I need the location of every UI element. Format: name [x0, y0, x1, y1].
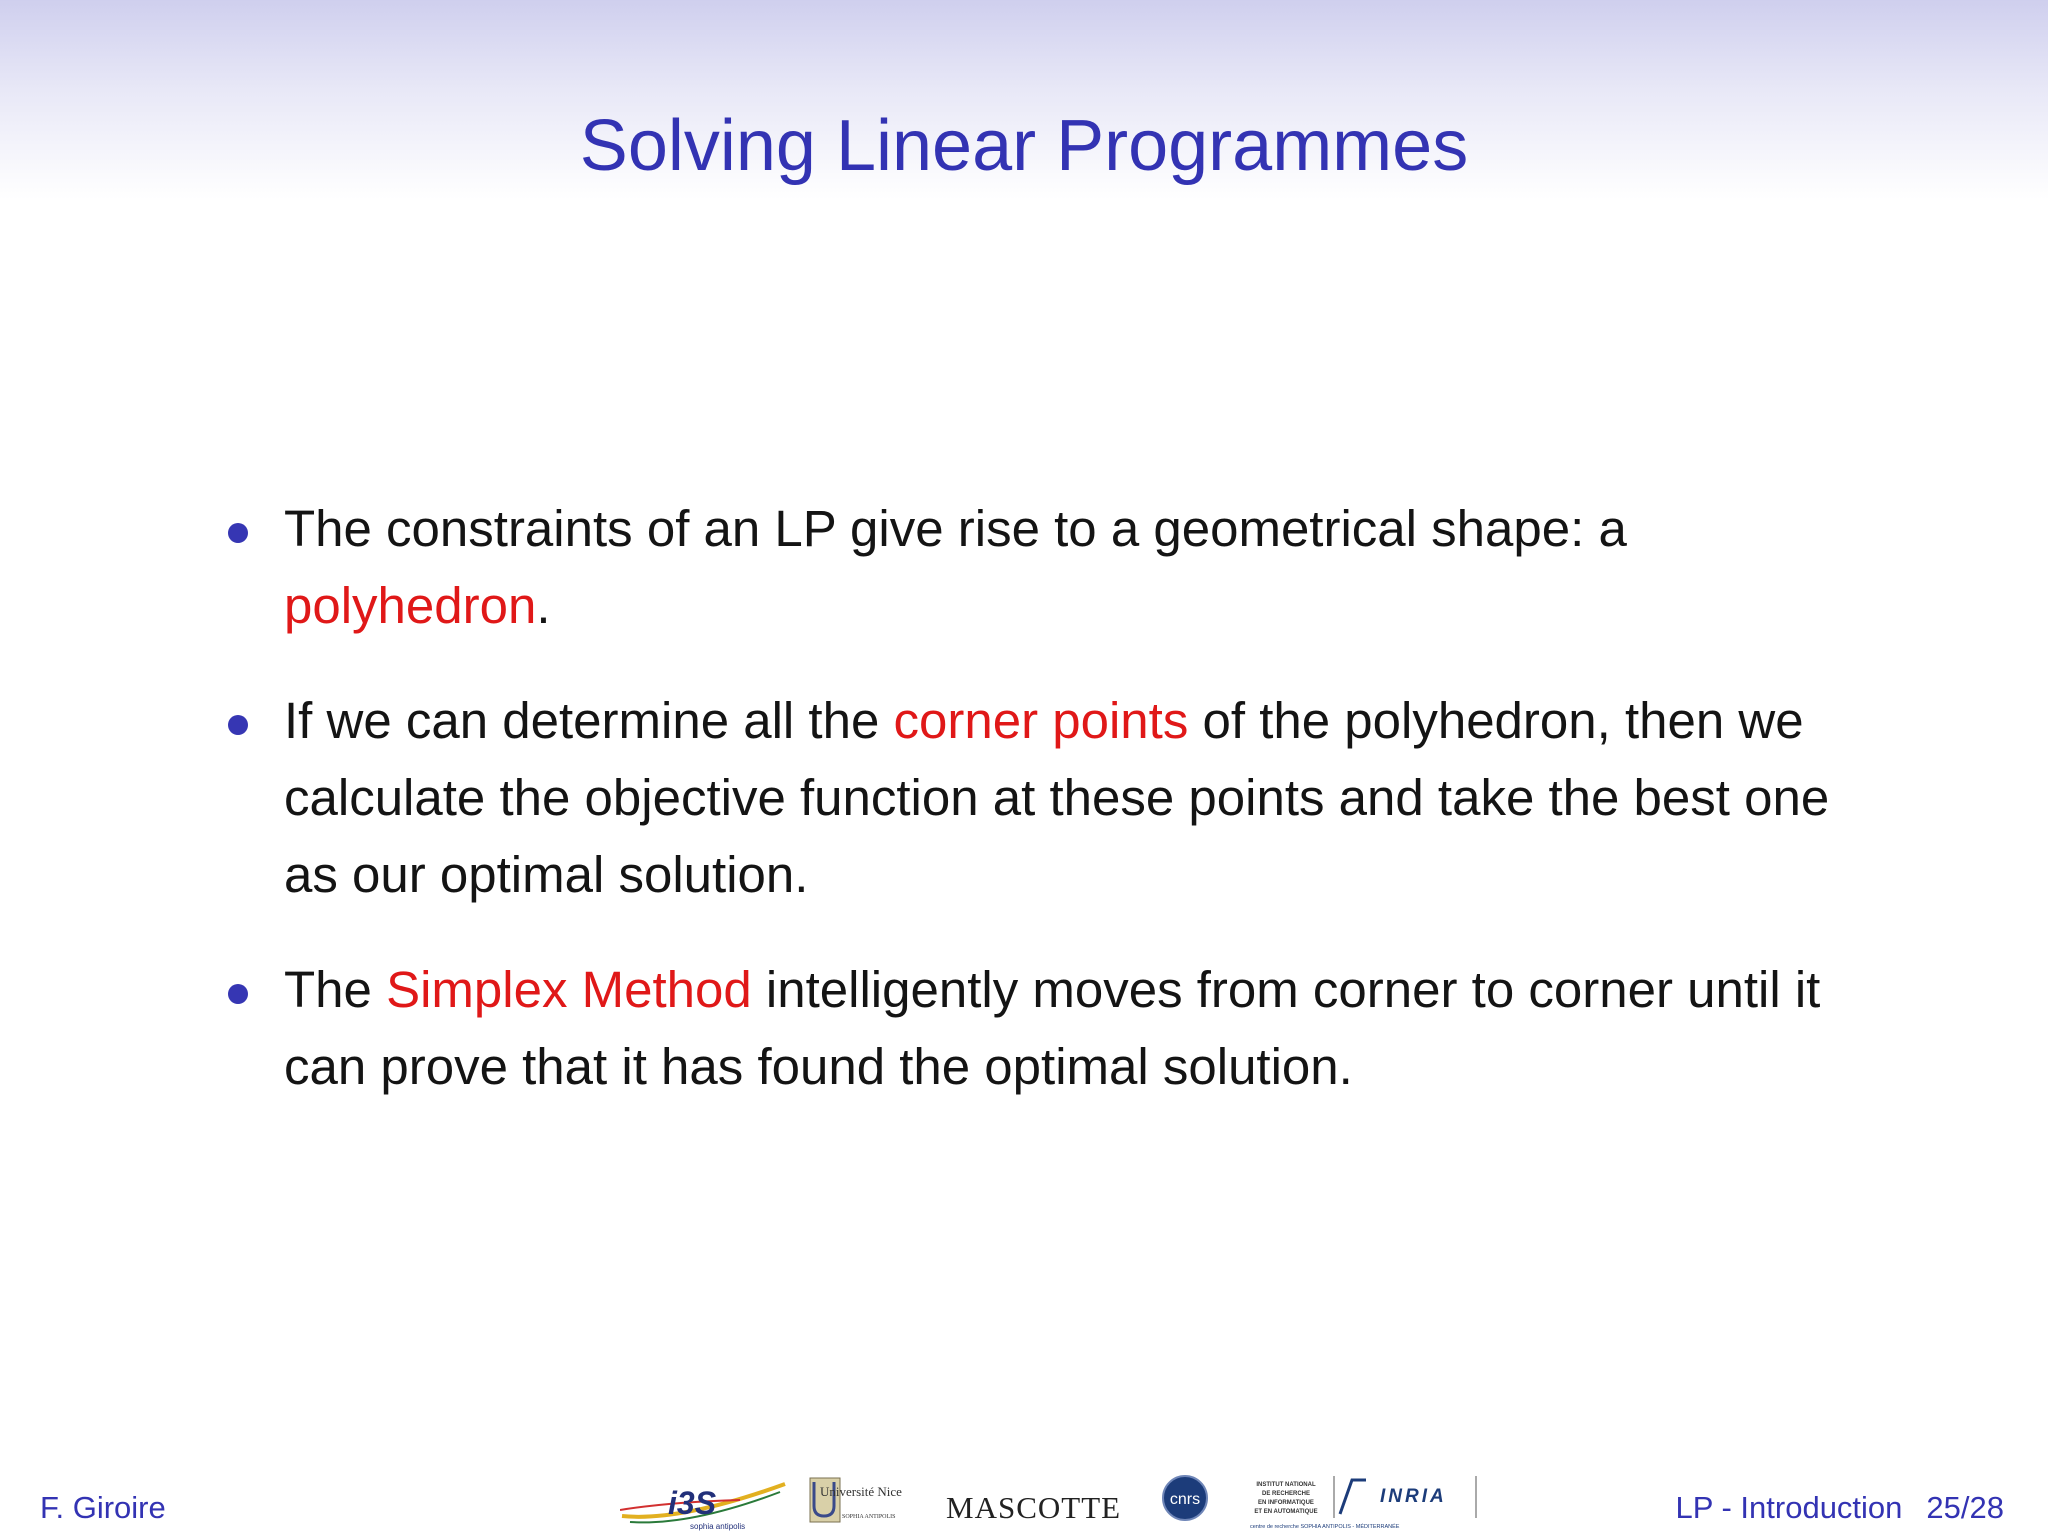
universite-nice-logo — [808, 1472, 928, 1533]
svg-text:Université Nice: Université Nice — [820, 1484, 902, 1499]
footer-section-title: LP - Introduction — [1675, 1490, 1903, 1525]
highlighted-term: polyhedron — [284, 577, 537, 634]
svg-text:EN INFORMATIQUE: EN INFORMATIQUE — [1258, 1500, 1314, 1506]
svg-text:cnrs: cnrs — [1169, 1491, 1201, 1508]
bullet-item — [220, 490, 1870, 644]
highlighted-term: corner points — [893, 692, 1189, 749]
footer-section — [1676, 1490, 2004, 1526]
svg-text:i3S: i3S — [668, 1485, 717, 1521]
svg-text:DE RECHERCHE: DE RECHERCHE — [1261, 1491, 1311, 1497]
bullet-text: . — [536, 577, 551, 634]
bullet-marker — [228, 715, 248, 735]
svg-text:centre de recherche SOPHIA ANT: centre de recherche SOPHIA ANTIPOLIS - MÉDITERRANÉE — [1250, 1524, 1400, 1530]
svg-text:INRIA: INRIA — [1380, 1486, 1447, 1507]
bullet-text: of the polyhedron, then we calculate the objective function at these points and take the best one as our optimal solution. — [284, 692, 1830, 903]
bullet-text: The constraints of an LP give rise to a geometrical shape: a — [284, 500, 1627, 557]
svg-text:sophia antipolis: sophia antipolis — [690, 1522, 746, 1531]
footer-author: F. Giroire — [40, 1490, 166, 1525]
page-number: 25/28 — [1926, 1490, 2004, 1525]
svg-text:SOPHIA ANTIPOLIS: SOPHIA ANTIPOLIS — [842, 1514, 896, 1520]
bullet-marker — [228, 523, 248, 543]
svg-text:INSTITUT NATIONAL: INSTITUT NATIONAL — [1256, 1482, 1316, 1488]
highlighted-term: Simplex Method — [386, 961, 752, 1018]
mascotte-logo: MASCOTTE — [946, 1490, 1122, 1525]
bullet-item — [220, 951, 1870, 1105]
cnrs-logo — [1160, 1472, 1210, 1529]
bullet-text: If we can determine all the — [284, 692, 894, 749]
bullet-list — [220, 490, 1870, 1143]
bullet-item — [220, 682, 1870, 913]
inria-logo — [1248, 1472, 1488, 1537]
svg-text:ET EN AUTOMATIQUE: ET EN AUTOMATIQUE — [1254, 1509, 1318, 1515]
bullet-text: The — [284, 961, 387, 1018]
slide-title: Solving Linear Programmes — [579, 106, 1469, 186]
bullet-text: intelligently moves from corner to corner until it can prove that it has found the optimal solution. — [284, 961, 1821, 1095]
bullet-marker — [228, 984, 248, 1004]
i3s-logo — [620, 1472, 790, 1537]
